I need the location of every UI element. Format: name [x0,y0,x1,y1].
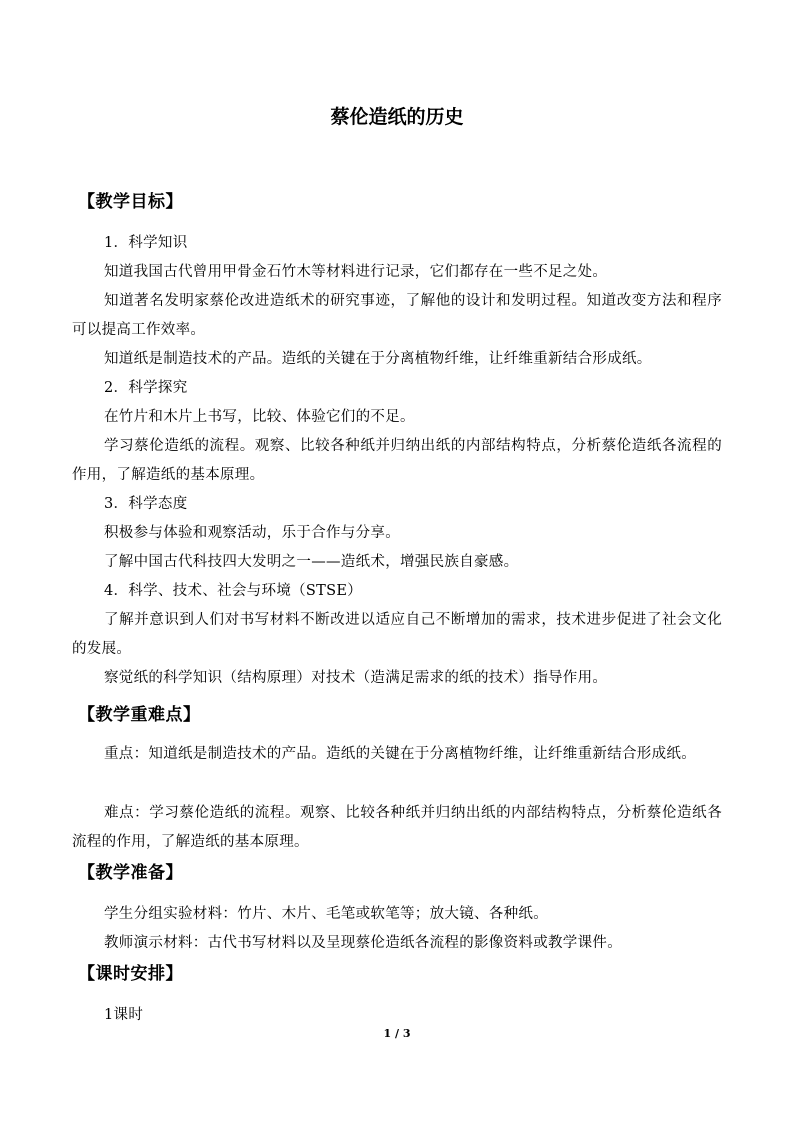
heading-key-difficult-points: 【教学重难点】 [78,705,201,725]
paragraph-objective-3: 知道纸是制造技术的产品。造纸的关键在于分离植物纤维，让纤维重新结合形成纸。 [104,351,652,367]
heading-teaching-objectives: 【教学目标】 [78,192,183,212]
subheading-stse: 4．科学、技术、社会与环境（STSE） [104,583,363,599]
paragraph-objective-1: 知道我国古代曾用甲骨金石竹木等材料进行记录，它们都存在一些不足之处。 [104,264,608,280]
paragraph-objective-7: 了解中国古代科技四大发明之一——造纸术，增强民族自豪感。 [104,554,519,570]
paragraph-key-point: 重点：知道纸是制造技术的产品。造纸的关键在于分离植物纤维，让纤维重新结合形成纸。 [104,746,696,762]
heading-class-schedule: 【课时安排】 [78,964,183,984]
document-title: 蔡伦造纸的历史 [330,106,464,128]
paragraph-teacher-materials: 教师演示材料：古代书写材料以及呈现蔡伦造纸各流程的影像资料或教学课件。 [104,935,622,951]
paragraph-objective-8: 了解并意识到人们对书写材料不断改进以适应自己不断增加的需求，技术进步促进了社会文化的发展。 [72,612,722,657]
heading-teaching-preparation: 【教学准备】 [78,863,183,883]
subheading-science-attitude: 3．科学态度 [104,496,188,512]
paragraph-objective-2: 知道著名发明家蔡伦改进造纸术的研究事迹，了解他的设计和发明过程。知道改变方法和程序可以提高工作效率。 [72,293,722,338]
paragraph-difficult-point: 难点：学习蔡伦造纸的流程。观察、比较各种纸并归纳出纸的内部结构特点，分析蔡伦造纸各流程的作用，了解造纸的基本原理。 [72,805,722,850]
paragraph-objective-6: 积极参与体验和观察活动，乐于合作与分享。 [104,525,400,541]
paragraph-objective-5: 学习蔡伦造纸的流程。观察、比较各种纸并归纳出纸的内部结构特点，分析蔡伦造纸各流程的作用，了解造纸的基本原理。 [72,438,722,483]
subheading-science-inquiry: 2．科学探究 [104,380,188,396]
subheading-science-knowledge: 1．科学知识 [104,235,188,251]
paragraph-objective-4: 在竹片和木片上书写，比较、体验它们的不足。 [104,409,415,425]
paragraph-student-materials: 学生分组实验材料：竹片、木片、毛笔或软笔等；放大镜、各种纸。 [104,906,548,922]
paragraph-objective-9: 察觉纸的科学知识（结构原理）对技术（造满足需求的纸的技术）指导作用。 [104,670,608,686]
paragraph-class-hours: 1课时 [104,1007,144,1023]
page-number: 1 / 3 [383,1027,411,1040]
